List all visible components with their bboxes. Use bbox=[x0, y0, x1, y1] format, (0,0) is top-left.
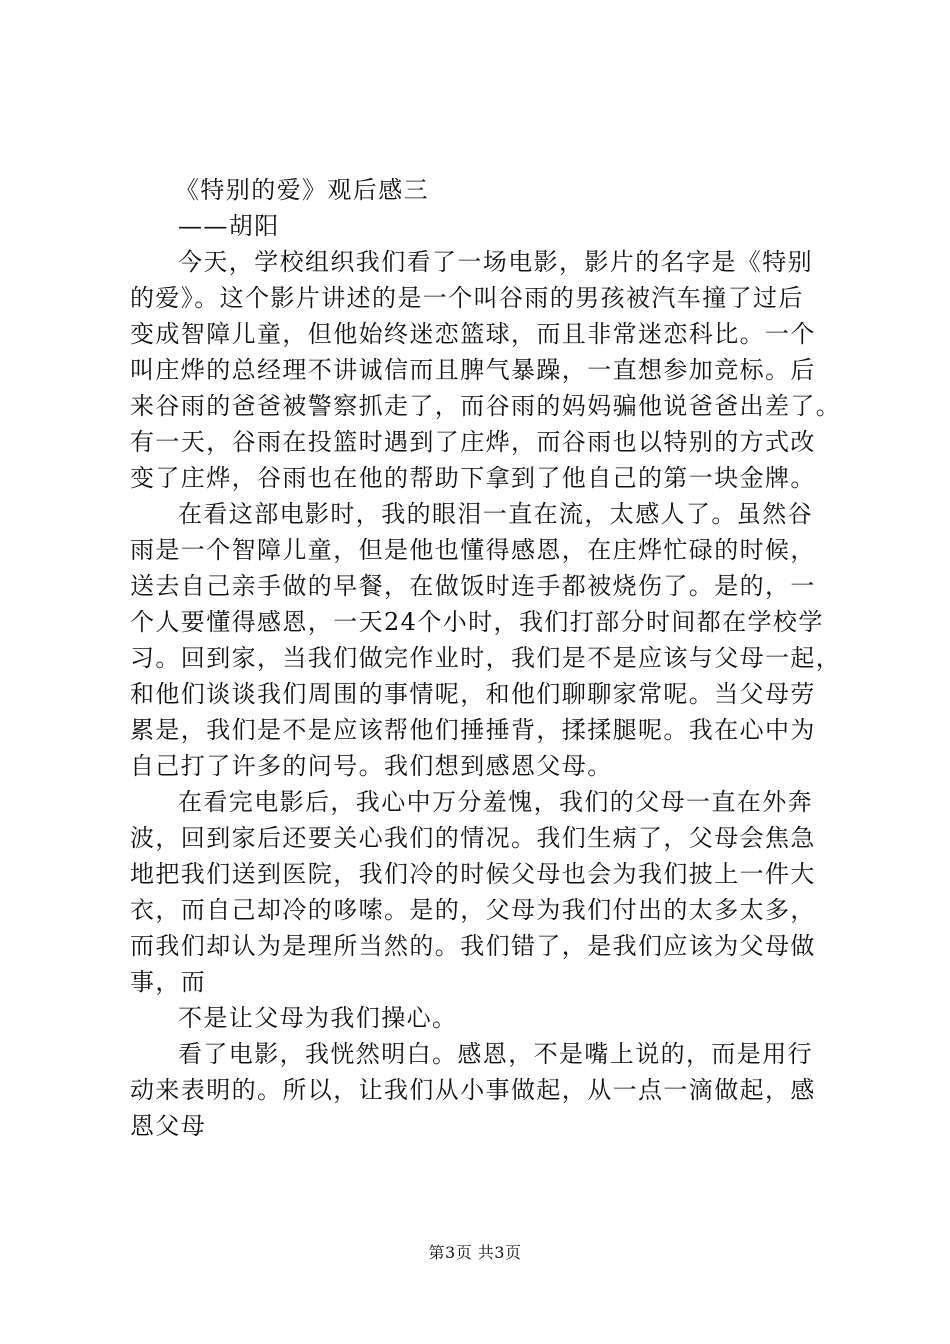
text-line: 地把我们送到医院，我们冷的时候父母也会为我们披上一件大 bbox=[130, 860, 816, 888]
text-line: 来谷雨的爸爸被警察抓走了，而谷雨的妈妈骗他说爸爸出差了。 bbox=[130, 392, 842, 420]
text-line: 变成智障儿童，但他始终迷恋篮球，而且非常迷恋科比。一个 bbox=[130, 320, 816, 348]
document-author: ——胡阳 bbox=[178, 212, 280, 240]
text-line: 叫庄烨的总经理不讲诚信而且脾气暴躁，一直想参加竞标。后 bbox=[130, 356, 816, 384]
text-line: 变了庄烨，谷雨也在他的帮助下拿到了他自己的第一块金牌。 bbox=[130, 464, 816, 492]
text-line: 累是，我们是不是应该帮他们捶捶背，揉揉腿呢。我在心中为 bbox=[130, 716, 816, 744]
text-line: 雨是一个智障儿童，但是他也懂得感恩，在庄烨忙碌的时候， bbox=[130, 536, 816, 564]
text-line: 看了电影，我恍然明白。感恩，不是嘴上说的，而是用行 bbox=[178, 1040, 813, 1068]
text-line: 而我们却认为是理所当然的。我们错了，是我们应该为父母做 bbox=[130, 932, 816, 960]
text-line: 衣，而自己却冷的哆嗦。是的，父母为我们付出的太多太多， bbox=[130, 896, 816, 924]
page-footer: 第3页 共3页 bbox=[428, 1243, 522, 1262]
text-line: 今天，学校组织我们看了一场电影，影片的名字是《特别 bbox=[178, 248, 813, 276]
text-line: 波，回到家后还要关心我们的情况。我们生病了，父母会焦急 bbox=[130, 824, 816, 852]
paragraph-lines bbox=[130, 244, 842, 1144]
text-line: 在看这部电影时，我的眼泪一直在流，太感人了。虽然谷 bbox=[178, 500, 813, 528]
text-line: 不是让父母为我们操心。 bbox=[178, 1004, 458, 1032]
text-line: 恩父母 bbox=[130, 1112, 207, 1140]
text-line: 有一天，谷雨在投篮时遇到了庄烨，而谷雨也以特别的方式改 bbox=[130, 428, 816, 456]
text-line: 自己打了许多的问号。我们想到感恩父母。 bbox=[130, 752, 613, 780]
text-line: 和他们谈谈我们周围的事情呢，和他们聊聊家常呢。当父母劳 bbox=[130, 680, 816, 708]
text-line: 送去自己亲手做的早餐，在做饭时连手都被烧伤了。是的，一 bbox=[130, 572, 816, 600]
text-line: 的爱》。这个影片讲述的是一个叫谷雨的男孩被汽车撞了过后 bbox=[130, 284, 804, 312]
text-line: 事，而 bbox=[130, 968, 207, 996]
text-line: 习。回到家，当我们做完作业时，我们是不是应该与父母一起， bbox=[130, 644, 842, 672]
text-line: 在看完电影后，我心中万分羞愧，我们的父母一直在外奔 bbox=[178, 788, 813, 816]
document-body bbox=[130, 172, 842, 1144]
text-line: 个人要懂得感恩，一天24个小时，我们打部分时间都在学校学 bbox=[130, 608, 824, 636]
text-line: 动来表明的。所以，让我们从小事做起，从一点一滴做起，感 bbox=[130, 1076, 816, 1104]
document-title: 《特别的爱》观后感三 bbox=[175, 176, 429, 204]
